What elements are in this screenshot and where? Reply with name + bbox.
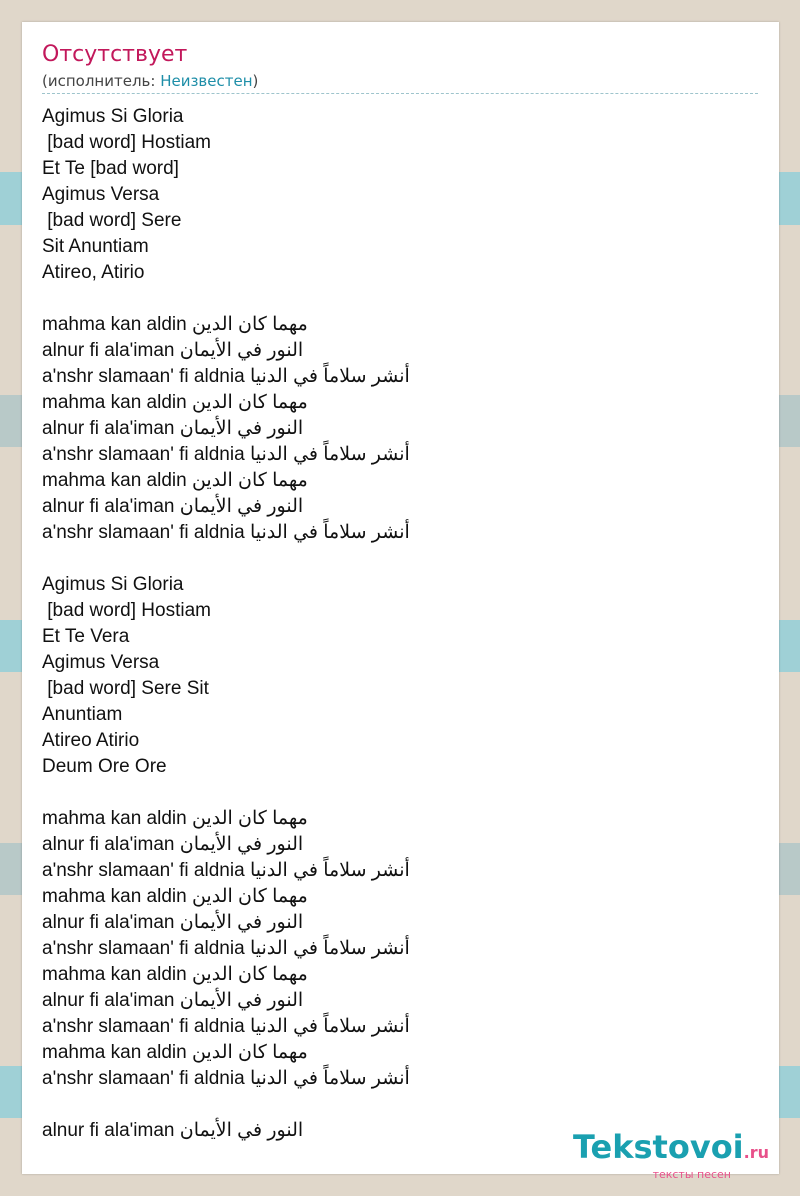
- artist-suffix: ): [252, 72, 259, 90]
- lyric-line: Et Te Vera: [42, 626, 130, 647]
- lyric-line: Agimus Versa: [42, 184, 160, 205]
- site-logo[interactable]: [573, 1130, 769, 1181]
- lyric-line: Sit Anuntiam: [42, 236, 149, 257]
- lyric-line: Agimus Si Gloria: [42, 106, 184, 127]
- stanza: [42, 312, 742, 546]
- lyric-line: [bad word] Sere Sit: [42, 678, 209, 699]
- logo-wordmark: [573, 1130, 769, 1170]
- lyric-line: [bad word] Hostiam: [42, 600, 211, 621]
- lyric-line: Atireo Atirio: [42, 730, 140, 751]
- logo-tld: .ru: [743, 1143, 769, 1162]
- lyric-line: Et Te [bad word]: [42, 158, 179, 179]
- lyric-line: alnur fi ala'iman النور في الأيمان: [42, 418, 304, 439]
- artist-line: [42, 72, 258, 90]
- logo-name: Tekstovoi: [572, 1128, 744, 1166]
- stanza: [42, 572, 742, 780]
- lyric-line: [bad word] Sere: [42, 210, 182, 231]
- lyric-line: mahma kan aldin مهما كان الدين: [42, 808, 308, 829]
- lyric-line: Anuntiam: [42, 704, 123, 725]
- lyric-line: [bad word] Hostiam: [42, 132, 211, 153]
- lyric-line: mahma kan aldin مهما كان الدين: [42, 314, 308, 335]
- lyric-line: a'nshr slamaan' fi aldnia أنشر سلاماً في الدنيا: [42, 1068, 410, 1089]
- lyric-line: mahma kan aldin مهما كان الدين: [42, 392, 308, 413]
- lyric-line: mahma kan aldin مهما كان الدين: [42, 964, 308, 985]
- lyric-line: a'nshr slamaan' fi aldnia أنشر سلاماً في الدنيا: [42, 366, 410, 387]
- logo-tagline: тексты песен: [652, 1168, 731, 1181]
- artist-prefix: (исполнитель:: [42, 72, 161, 90]
- lyric-line: alnur fi ala'iman النور في الأيمان: [42, 496, 304, 517]
- lyric-line: mahma kan aldin مهما كان الدين: [42, 886, 308, 907]
- lyric-line: alnur fi ala'iman النور في الأيمان: [42, 1120, 304, 1141]
- lyric-line: Atireo, Atirio: [42, 262, 145, 283]
- lyric-line: a'nshr slamaan' fi aldnia أنشر سلاماً في الدنيا: [42, 522, 410, 543]
- lyric-line: mahma kan aldin مهما كان الدين: [42, 1042, 308, 1063]
- stanza: [42, 806, 742, 1092]
- lyric-line: Deum Ore Ore: [42, 756, 167, 777]
- artist-link[interactable]: Неизвестен: [160, 72, 253, 90]
- lyric-line: alnur fi ala'iman النور في الأيمان: [42, 990, 304, 1011]
- lyric-line: a'nshr slamaan' fi aldnia أنشر سلاماً في الدنيا: [42, 860, 410, 881]
- lyric-line: a'nshr slamaan' fi aldnia أنشر سلاماً في الدنيا: [42, 1016, 410, 1037]
- lyric-line: a'nshr slamaan' fi aldnia أنشر سلاماً في الدنيا: [42, 444, 410, 465]
- title-divider: [42, 93, 758, 94]
- stanza: [42, 104, 742, 286]
- lyrics-text: [42, 104, 742, 1170]
- lyric-line: alnur fi ala'iman النور في الأيمان: [42, 834, 304, 855]
- lyric-line: mahma kan aldin مهما كان الدين: [42, 470, 308, 491]
- lyric-line: a'nshr slamaan' fi aldnia أنشر سلاماً في الدنيا: [42, 938, 410, 959]
- song-title: Отсутствует: [42, 42, 188, 67]
- lyrics-card: [22, 22, 779, 1181]
- lyric-line: alnur fi ala'iman النور في الأيمان: [42, 340, 304, 361]
- lyric-line: Agimus Versa: [42, 652, 160, 673]
- lyric-line: Agimus Si Gloria: [42, 574, 184, 595]
- lyric-line: alnur fi ala'iman النور في الأيمان: [42, 912, 304, 933]
